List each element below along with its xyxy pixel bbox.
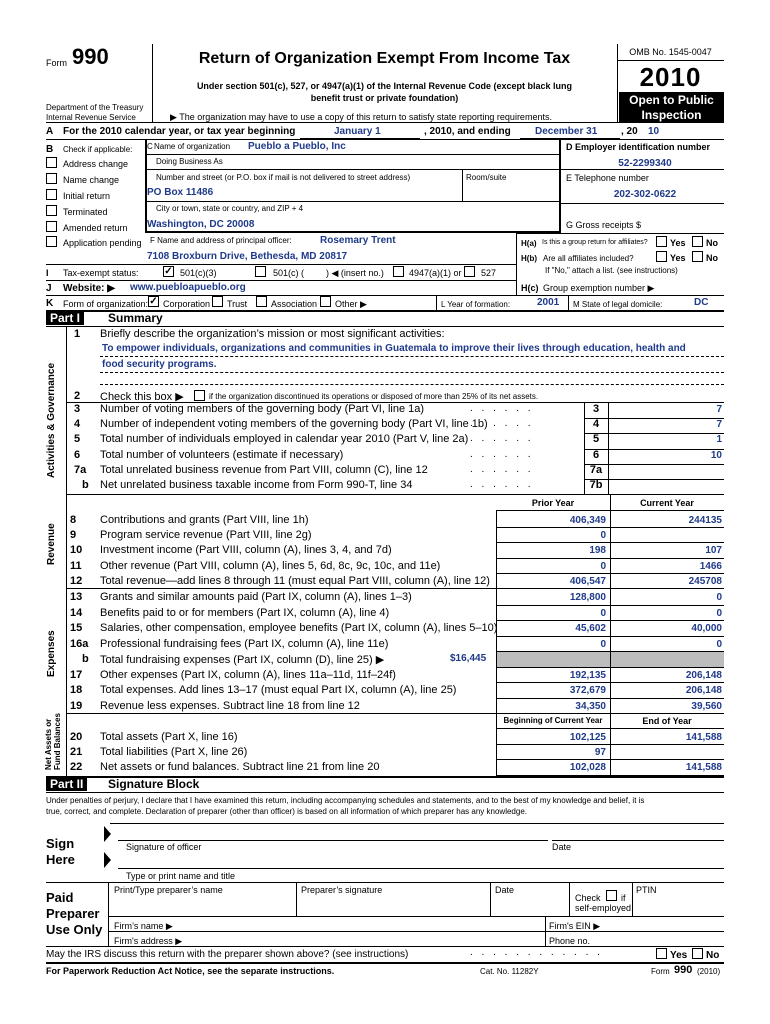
- street-address[interactable]: PO Box 11486: [147, 187, 214, 198]
- current-value[interactable]: 141,588: [685, 732, 722, 743]
- gross-receipts-label: G Gross receipts $: [566, 220, 642, 230]
- prior-value[interactable]: 102,125: [569, 732, 606, 743]
- current-year-header: Current Year: [640, 498, 694, 508]
- gov-line-num: 6: [74, 449, 81, 461]
- sig-officer-label: Signature of officer: [126, 842, 202, 852]
- city-label: City or town, state or country, and ZIP + 4: [156, 204, 304, 213]
- name-change-label: Name change: [63, 175, 120, 185]
- officer-label: F Name and address of principal officer:: [150, 236, 292, 245]
- line-text: Program service revenue (Part VIII, line 2g): [100, 529, 312, 541]
- line-text: Total fundraising expenses (Part IX, column (D), line 25) ▶: [100, 654, 385, 666]
- ha-yes-checkbox[interactable]: [656, 236, 667, 247]
- line-num: 9: [70, 529, 77, 541]
- line-j-label: J: [46, 283, 52, 294]
- open-public-1: Open to Public: [629, 93, 714, 107]
- line-num: 14: [70, 607, 83, 619]
- line2-text: Check this box ▶: [100, 391, 184, 403]
- line-i-text: Tax-exempt status:: [63, 268, 139, 278]
- c-label: C: [147, 142, 153, 151]
- website-label: Website: ▶: [63, 283, 115, 294]
- prior-value[interactable]: 128,800: [569, 592, 606, 603]
- line-num: 21: [70, 746, 83, 758]
- corporation-checkbox[interactable]: ✓: [149, 296, 158, 307]
- line-b-label: B: [46, 144, 54, 155]
- current-value[interactable]: 40,000: [691, 623, 722, 634]
- dot-leader: . . . . . .: [470, 403, 534, 414]
- irs-discuss-text: May the IRS discuss this return with the preparer shown above? (see instructions): [46, 949, 409, 960]
- side-activities-governance: Activities & Governance: [46, 362, 57, 478]
- part2-label: Part II: [46, 777, 87, 791]
- form-word: Form: [46, 58, 67, 68]
- prep-name-label: Print/Type preparer’s name: [114, 885, 223, 895]
- current-value[interactable]: 107: [705, 545, 722, 556]
- prior-value[interactable]: 45,602: [575, 623, 606, 634]
- side-net-assets-2: Fund Balances: [53, 713, 62, 770]
- line-text: Benefits paid to or for members (Part IX, column (A), line 4): [100, 607, 390, 619]
- sign-arrow-2: [104, 852, 111, 868]
- phone-no-label: Phone no.: [549, 936, 591, 946]
- prior-year-header: Prior Year: [531, 498, 575, 508]
- line-num: 16a: [70, 638, 89, 650]
- self-employed-checkbox[interactable]: [606, 890, 617, 901]
- year-formation-value[interactable]: 2001: [537, 297, 560, 308]
- discuss-yes-checkbox[interactable]: [656, 948, 667, 959]
- dot-leader: . . . . . .: [470, 449, 534, 460]
- penalty-text-1: Under penalties of perjury, I declare that I have examined this return, including accompanying schedules and statements, and to the best of my knowledge and belief, it is: [46, 796, 645, 805]
- subtitle-1: Under section 501(c), 527, or 4947(a)(1) of the Internal Revenue Code (except black lung: [196, 81, 573, 91]
- line-text: Investment income (Part VIII, column (A), lines 3, 4, and 7d): [100, 544, 392, 556]
- omb-number: OMB No. 1545-0047: [629, 47, 712, 57]
- gov-line-num: 7a: [74, 464, 87, 476]
- gov-line-value[interactable]: 10: [710, 450, 722, 461]
- terminated-label: Terminated: [63, 207, 108, 217]
- ha-no-label: No: [706, 238, 718, 248]
- use-only-label: Use Only: [46, 922, 103, 937]
- hc-label: H(c): [521, 283, 539, 293]
- check-label: Check: [575, 893, 601, 903]
- part1-label: Part I: [46, 311, 84, 325]
- association-checkbox[interactable]: [256, 296, 267, 307]
- gov-line-value[interactable]: 7: [716, 404, 722, 415]
- line-num: 10: [70, 544, 83, 556]
- insert-no-label: ) ◀ (insert no.): [326, 268, 384, 278]
- line-k-label: K: [46, 298, 54, 309]
- penalty-text-2: true, correct, and complete. Declaration of preparer (other than officer) is based on all information of which preparer has any knowledge.: [46, 807, 527, 816]
- ein-label: D Employer identification number: [566, 142, 711, 152]
- line-text: Other revenue (Part VIII, column (A), lines 5, 6d, 8c, 9c, 10c, and 11e): [100, 560, 441, 572]
- line1-num: 1: [74, 328, 81, 340]
- terminated-checkbox[interactable]: [46, 205, 57, 216]
- line-a-text: For the 2010 calendar year, or tax year beginning: [63, 126, 296, 137]
- current-value[interactable]: 0: [716, 592, 722, 603]
- line-num: 17: [70, 669, 83, 681]
- current-value[interactable]: 141,588: [685, 762, 722, 773]
- firm-name-label: Firm’s name ▶: [114, 921, 173, 931]
- preparer-label: Preparer: [46, 906, 100, 921]
- paid-label: Paid: [46, 890, 74, 905]
- line-text: Net assets or fund balances. Subtract line 21 from line 20: [100, 761, 380, 773]
- discuss-yes-label: Yes: [670, 950, 688, 961]
- line-num: 18: [70, 684, 83, 696]
- type-name-label: Type or print name and title: [126, 871, 236, 881]
- prep-date-label: Date: [495, 885, 515, 895]
- line-num: b: [82, 653, 89, 665]
- initial-return-label: Initial return: [63, 191, 111, 201]
- line-text: Total revenue—add lines 8 through 11 (must equal Part VIII, column (A), line 12): [100, 575, 490, 587]
- prior-value[interactable]: 406,349: [569, 515, 606, 526]
- tax-year-begin[interactable]: January 1: [334, 126, 381, 137]
- prior-value[interactable]: 0: [600, 561, 606, 572]
- line-text: Grants and similar amounts paid (Part IX, column (A), lines 1–3): [100, 591, 412, 603]
- current-value[interactable]: 39,560: [691, 701, 722, 712]
- ha-yes-label: Yes: [670, 238, 686, 248]
- other-label: Other ▶: [335, 299, 367, 309]
- website-value[interactable]: www.puebloapueblo.org: [130, 282, 246, 293]
- 527-checkbox[interactable]: [464, 266, 475, 277]
- ptin-label: PTIN: [636, 885, 657, 895]
- gov-line-text: Total number of individuals employed in calendar year 2010 (Part V, line 2a): [100, 433, 469, 445]
- footer-form-number: 990: [674, 964, 693, 976]
- discuss-no-checkbox[interactable]: [692, 948, 703, 959]
- hb-note: If "No," attach a list. (see instructions): [545, 266, 678, 275]
- state-domicile-label: M State of legal domicile:: [573, 300, 663, 309]
- subtitle-2: benefit trust or private foundation): [310, 93, 459, 103]
- initial-return-checkbox[interactable]: [46, 189, 57, 200]
- line-text: Revenue less expenses. Subtract line 18 from line 12: [100, 700, 360, 712]
- side-revenue: Revenue: [46, 523, 57, 565]
- prior-value[interactable]: 192,135: [569, 670, 606, 681]
- 501c-checkbox[interactable]: [255, 266, 266, 277]
- line1-text: Briefly describe the organization’s mission or most significant activities:: [100, 328, 445, 340]
- irs-discuss-dots: . . . . . . . . . . . .: [470, 947, 603, 958]
- gov-line-text: Number of independent voting members of the governing body (Part VI, line 1b): [100, 418, 488, 430]
- paperwork-notice: For Paperwork Reduction Act Notice, see the separate instructions.: [46, 966, 335, 976]
- hb-yes-checkbox[interactable]: [656, 251, 667, 262]
- check-applicable: Check if applicable:: [63, 145, 133, 154]
- line-text: Total assets (Part X, line 16): [100, 731, 238, 743]
- hb-yes-label: Yes: [670, 253, 686, 263]
- prior-value[interactable]: 34,350: [575, 701, 606, 712]
- form-title: Return of Organization Exempt From Income Tax: [198, 50, 571, 67]
- gov-line-value[interactable]: 1: [716, 434, 722, 445]
- self-employed-label: self-employed: [575, 903, 632, 913]
- dba-label: Doing Business As: [156, 157, 223, 166]
- gov-line-box: 7b: [589, 479, 603, 491]
- copy-note: ▶ The organization may have to use a copy of this return to satisfy state reporting requirements.: [170, 112, 552, 122]
- dot-leader: . . . . . .: [470, 418, 534, 429]
- open-public-2: Inspection: [641, 108, 702, 122]
- line-a-mid: , 2010, and ending: [424, 126, 511, 137]
- application-pending-label: Application pending: [63, 238, 142, 248]
- gov-line-box: 6: [592, 449, 600, 461]
- gov-line-num: 4: [74, 418, 81, 430]
- phone-label: E Telephone number: [566, 173, 649, 183]
- line-num: 20: [70, 731, 83, 743]
- current-value[interactable]: 1466: [699, 561, 722, 572]
- mission-line-1[interactable]: To empower individuals, organizations and communities in Guatemala to improve their lives through education, health and: [102, 343, 686, 354]
- gov-line-box: 4: [592, 418, 600, 430]
- gov-line-box: 3: [592, 403, 600, 415]
- dot-leader: . . . . . .: [470, 479, 534, 490]
- 4947-label: 4947(a)(1) or: [409, 268, 462, 278]
- 501c-label: 501(c) (: [273, 268, 305, 278]
- phone-value[interactable]: 202-302-0622: [613, 189, 677, 200]
- amended-return-label: Amended return: [63, 223, 128, 233]
- officer-name-title-field[interactable]: [118, 854, 724, 868]
- prior-value[interactable]: 102,028: [569, 762, 606, 773]
- hb-text: Are all affiliates included?: [543, 254, 634, 263]
- amended-return-checkbox[interactable]: [46, 221, 57, 232]
- footer-form-year: (2010): [697, 967, 721, 976]
- dot-leader: . . . . . .: [470, 464, 534, 475]
- current-value[interactable]: 206,148: [685, 670, 722, 681]
- prior-value[interactable]: 406,547: [569, 576, 606, 587]
- prep-sig-label: Preparer’s signature: [301, 885, 383, 895]
- firm-ein-label: Firm's EIN ▶: [549, 921, 601, 931]
- prior-value[interactable]: 0: [600, 608, 606, 619]
- street-label: Number and street (or P.O. box if mail is not delivered to street address): [156, 173, 411, 182]
- line2-num: 2: [74, 390, 81, 402]
- line-num: 13: [70, 591, 83, 603]
- current-value[interactable]: 244135: [688, 515, 722, 526]
- line-num: 8: [70, 514, 77, 526]
- ha-no-checkbox[interactable]: [692, 236, 703, 247]
- ha-text: Is this a group return for affiliates?: [542, 239, 648, 246]
- part1-title: Summary: [108, 311, 163, 325]
- line-a-year-prefix: , 20: [621, 126, 638, 137]
- 4947-checkbox[interactable]: [393, 266, 404, 277]
- gov-line-text: Net unrelated business taxable income from Form 990-T, line 34: [100, 479, 413, 491]
- ein-value[interactable]: 52-2299340: [618, 158, 672, 169]
- gov-line-text: Total unrelated business revenue from Part VIII, column (C), line 12: [100, 464, 428, 476]
- city-address[interactable]: Washington, DC 20008: [147, 219, 255, 230]
- gov-line-num: 5: [74, 433, 81, 445]
- address-change-checkbox[interactable]: [46, 157, 57, 168]
- gov-line-num: 3: [74, 403, 81, 415]
- tax-year-end[interactable]: December 31: [535, 126, 598, 137]
- sign-arrow-1: [104, 826, 111, 842]
- corporation-label: Corporation: [163, 299, 211, 309]
- here-label: Here: [46, 852, 75, 867]
- line-a-label: A: [46, 126, 54, 137]
- form-number: 990: [72, 44, 109, 69]
- year-formation-label: L Year of formation:: [441, 300, 511, 309]
- line-text: Salaries, other compensation, employee benefits (Part IX, column (A), lines 5–10): [100, 622, 498, 634]
- officer-date-field[interactable]: [552, 826, 724, 840]
- side-net-assets-1: Net Assets or: [44, 718, 53, 770]
- 501c3-checkbox[interactable]: ✓: [164, 266, 173, 277]
- gov-line-value[interactable]: 7: [716, 419, 722, 430]
- state-domicile-value[interactable]: DC: [694, 297, 709, 308]
- line2-rest: if the organization discontinued its operations or disposed of more than 25% of its net assets.: [209, 392, 539, 401]
- sign-label: Sign: [46, 836, 75, 851]
- dept-treasury: Department of the Treasury: [46, 103, 144, 112]
- end-year-header: End of Year: [642, 716, 692, 726]
- discuss-no-label: No: [706, 950, 720, 961]
- address-change-label: Address change: [63, 159, 129, 169]
- hc-text: Group exemption number ▶: [543, 283, 655, 293]
- prior-value[interactable]: 97: [594, 747, 606, 758]
- gov-line-num: b: [82, 479, 89, 491]
- line-num: 22: [70, 761, 83, 773]
- line-text: Professional fundraising fees (Part IX, column (A), line 11e): [100, 638, 389, 650]
- line-num: 19: [70, 700, 83, 712]
- if-label: if: [621, 893, 626, 903]
- line-text: Total liabilities (Part X, line 26): [100, 746, 248, 758]
- current-value[interactable]: 0: [716, 639, 722, 650]
- line-num: 12: [70, 575, 83, 587]
- dept-irs: Internal Revenue Service: [46, 113, 136, 122]
- name-change-checkbox[interactable]: [46, 173, 57, 184]
- firm-address-label: Firm's address ▶: [114, 936, 183, 946]
- org-name-label: Name of organization: [154, 142, 231, 151]
- begin-year-header: Beginning of Current Year: [503, 716, 603, 725]
- side-expenses: Expenses: [46, 630, 57, 677]
- tax-year: 2010: [639, 62, 702, 92]
- officer-name[interactable]: Rosemary Trent: [320, 235, 396, 246]
- prior-value[interactable]: 198: [589, 545, 606, 556]
- gov-line-box: 5: [592, 433, 600, 445]
- current-value[interactable]: 245708: [688, 576, 722, 587]
- tax-year-suffix[interactable]: 10: [648, 126, 660, 137]
- trust-label: Trust: [227, 299, 248, 309]
- gov-line-box: 7a: [589, 464, 603, 476]
- prior-value[interactable]: 0: [600, 530, 606, 541]
- ha-label: H(a): [521, 239, 537, 248]
- trust-checkbox[interactable]: [212, 296, 223, 307]
- line-text: Total expenses. Add lines 13–17 (must equal Part IX, column (A), line 25): [100, 684, 457, 696]
- hb-no-checkbox[interactable]: [692, 251, 703, 262]
- application-pending-checkbox[interactable]: [46, 236, 57, 247]
- 527-label: 527: [481, 268, 497, 278]
- line-num: 11: [70, 560, 82, 572]
- room-label: Room/suite: [466, 173, 507, 182]
- officer-signature-field[interactable]: [118, 826, 548, 840]
- prior-value[interactable]: 372,679: [569, 685, 606, 696]
- mission-line-2[interactable]: food security programs.: [102, 359, 217, 370]
- discontinued-checkbox[interactable]: [194, 390, 205, 401]
- officer-address[interactable]: 7108 Broxburn Drive, Bethesda, MD 20817: [147, 251, 348, 262]
- fundraising-total[interactable]: $16,445: [450, 653, 487, 664]
- association-label: Association: [271, 299, 318, 309]
- form-of-org-label: Form of organization:: [63, 299, 149, 309]
- footer-form-word: Form: [651, 967, 670, 976]
- line-text: Other expenses (Part IX, column (A), lines 11a–11d, 11f–24f): [100, 669, 396, 681]
- gov-line-text: Total number of volunteers (estimate if necessary): [100, 449, 344, 461]
- current-value[interactable]: 0: [716, 608, 722, 619]
- current-value[interactable]: 206,148: [685, 685, 722, 696]
- line-text: Contributions and grants (Part VIII, line 1h): [100, 514, 309, 526]
- dot-leader: . . . . . .: [470, 433, 534, 444]
- gov-line-text: Number of voting members of the governing body (Part VI, line 1a): [100, 403, 425, 415]
- prior-value[interactable]: 0: [600, 639, 606, 650]
- sig-date-label: Date: [552, 842, 572, 852]
- hb-no-label: No: [706, 253, 718, 263]
- part2-title: Signature Block: [108, 777, 200, 791]
- line-num: 15: [70, 622, 83, 634]
- 501c3-label: 501(c)(3): [180, 268, 217, 278]
- cat-number: Cat. No. 11282Y: [480, 967, 539, 976]
- line-i-label: I: [46, 268, 49, 278]
- hb-label: H(b): [521, 254, 537, 263]
- other-checkbox[interactable]: [320, 296, 331, 307]
- org-name[interactable]: Pueblo a Pueblo, Inc: [248, 141, 346, 152]
